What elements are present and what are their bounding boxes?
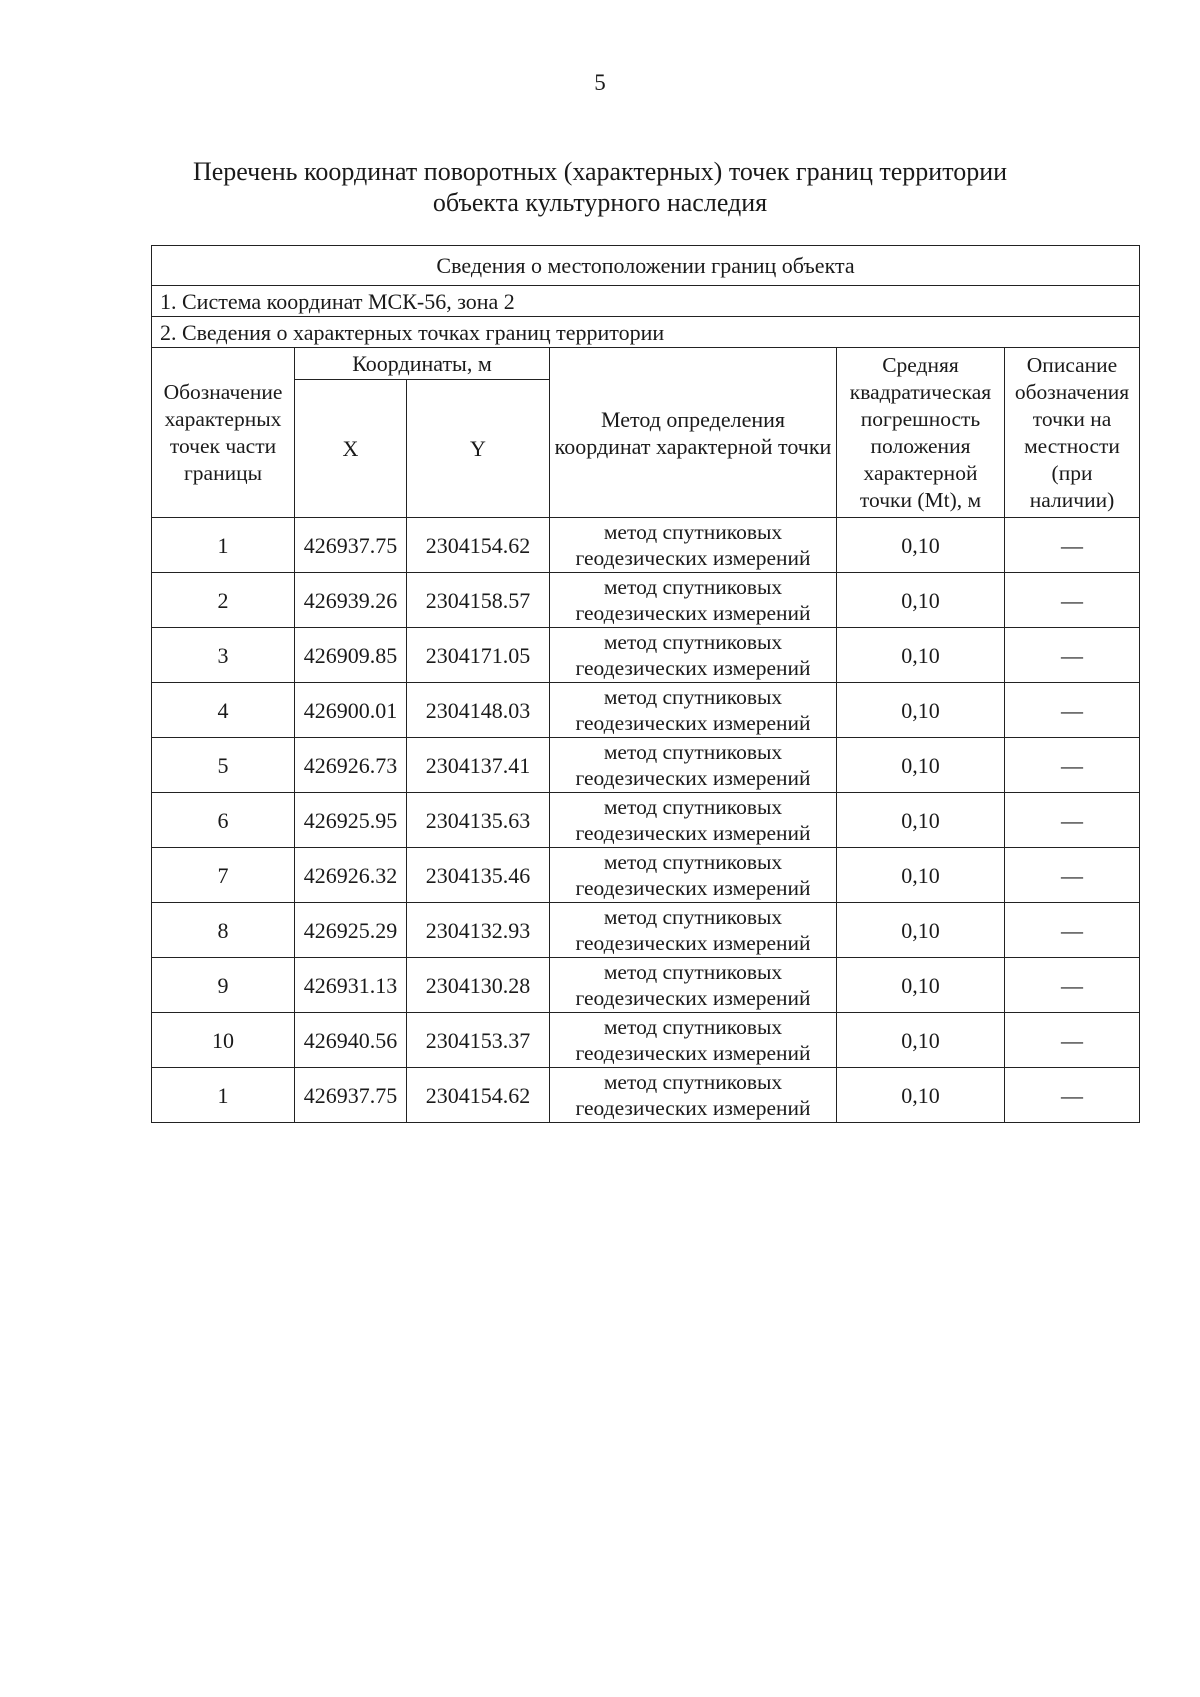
cell-y: 2304154.62 bbox=[407, 1068, 550, 1123]
cell-point: 1 bbox=[152, 1068, 295, 1123]
cell-description: — bbox=[1005, 1013, 1140, 1068]
table-banner: Сведения о местоположении границ объекта bbox=[152, 246, 1140, 286]
cell-point: 1 bbox=[152, 518, 295, 573]
cell-description: — bbox=[1005, 1068, 1140, 1123]
cell-point: 10 bbox=[152, 1013, 295, 1068]
table-row bbox=[152, 1068, 1140, 1123]
cell-error: 0,10 bbox=[837, 573, 1005, 628]
cell-point: 6 bbox=[152, 793, 295, 848]
cell-error: 0,10 bbox=[837, 1013, 1005, 1068]
table-row bbox=[152, 793, 1140, 848]
cell-description: — bbox=[1005, 628, 1140, 683]
cell-error: 0,10 bbox=[837, 848, 1005, 903]
cell-description: — bbox=[1005, 958, 1140, 1013]
header-coordinates: Координаты, м bbox=[295, 348, 550, 380]
header-x: X bbox=[295, 380, 407, 518]
cell-error: 0,10 bbox=[837, 1068, 1005, 1123]
cell-x: 426937.75 bbox=[295, 518, 407, 573]
header-error: Средняя квадратическая погрешность положения характерной точки (Mt), м bbox=[837, 348, 1005, 518]
cell-y: 2304130.28 bbox=[407, 958, 550, 1013]
cell-x: 426926.32 bbox=[295, 848, 407, 903]
cell-point: 2 bbox=[152, 573, 295, 628]
header-description: Описание обозначения точки на местности (при наличии) bbox=[1005, 348, 1140, 518]
cell-method: метод спутниковых геодезических измерений bbox=[550, 573, 837, 628]
cell-method: метод спутниковых геодезических измерений bbox=[550, 683, 837, 738]
cell-x: 426931.13 bbox=[295, 958, 407, 1013]
cell-description: — bbox=[1005, 738, 1140, 793]
table-row bbox=[152, 738, 1140, 793]
header-method: Метод определения координат характерной точки bbox=[550, 348, 837, 518]
cell-method: метод спутниковых геодезических измерений bbox=[550, 793, 837, 848]
coordinate-system-line: 1. Система координат МСК-56, зона 2 bbox=[152, 286, 1140, 317]
cell-method: метод спутниковых геодезических измерений bbox=[550, 958, 837, 1013]
cell-method: метод спутниковых геодезических измерений bbox=[550, 848, 837, 903]
cell-y: 2304153.37 bbox=[407, 1013, 550, 1068]
cell-point: 9 bbox=[152, 958, 295, 1013]
title-line-2: объекта культурного наследия bbox=[432, 188, 768, 217]
title-line-1: Перечень координат поворотных (характерных) точек границ территории bbox=[192, 157, 1008, 186]
cell-x: 426900.01 bbox=[295, 683, 407, 738]
table-row bbox=[152, 518, 1140, 573]
cell-point: 3 bbox=[152, 628, 295, 683]
cell-description: — bbox=[1005, 848, 1140, 903]
cell-y: 2304171.05 bbox=[407, 628, 550, 683]
table-row bbox=[152, 958, 1140, 1013]
cell-x: 426939.26 bbox=[295, 573, 407, 628]
header-y: Y bbox=[407, 380, 550, 518]
cell-y: 2304137.41 bbox=[407, 738, 550, 793]
cell-x: 426940.56 bbox=[295, 1013, 407, 1068]
cell-x: 426937.75 bbox=[295, 1068, 407, 1123]
cell-y: 2304154.62 bbox=[407, 518, 550, 573]
cell-error: 0,10 bbox=[837, 683, 1005, 738]
table-row bbox=[152, 1013, 1140, 1068]
cell-x: 426925.95 bbox=[295, 793, 407, 848]
cell-method: метод спутниковых геодезических измерений bbox=[550, 1013, 837, 1068]
cell-y: 2304132.93 bbox=[407, 903, 550, 958]
cell-method: метод спутниковых геодезических измерений bbox=[550, 628, 837, 683]
page-number: 5 bbox=[594, 70, 606, 95]
cell-description: — bbox=[1005, 683, 1140, 738]
table-row bbox=[152, 573, 1140, 628]
cell-method: метод спутниковых геодезических измерений bbox=[550, 738, 837, 793]
cell-y: 2304135.63 bbox=[407, 793, 550, 848]
cell-error: 0,10 bbox=[837, 628, 1005, 683]
cell-description: — bbox=[1005, 518, 1140, 573]
table-row bbox=[152, 848, 1140, 903]
header-designation: Обозначение характерных точек части границы bbox=[152, 348, 295, 518]
table-row bbox=[152, 683, 1140, 738]
cell-description: — bbox=[1005, 903, 1140, 958]
cell-method: метод спутниковых геодезических измерений bbox=[550, 1068, 837, 1123]
cell-y: 2304158.57 bbox=[407, 573, 550, 628]
cell-x: 426909.85 bbox=[295, 628, 407, 683]
table-row bbox=[152, 628, 1140, 683]
cell-description: — bbox=[1005, 793, 1140, 848]
points-info-line: 2. Сведения о характерных точках границ территории bbox=[152, 317, 1140, 348]
cell-error: 0,10 bbox=[837, 903, 1005, 958]
coordinates-table bbox=[151, 245, 1140, 1123]
cell-error: 0,10 bbox=[837, 958, 1005, 1013]
table-row bbox=[152, 903, 1140, 958]
cell-method: метод спутниковых геодезических измерений bbox=[550, 518, 837, 573]
cell-description: — bbox=[1005, 573, 1140, 628]
cell-error: 0,10 bbox=[837, 738, 1005, 793]
cell-x: 426925.29 bbox=[295, 903, 407, 958]
cell-method: метод спутниковых геодезических измерений bbox=[550, 903, 837, 958]
cell-y: 2304148.03 bbox=[407, 683, 550, 738]
cell-point: 4 bbox=[152, 683, 295, 738]
cell-x: 426926.73 bbox=[295, 738, 407, 793]
cell-point: 8 bbox=[152, 903, 295, 958]
cell-error: 0,10 bbox=[837, 518, 1005, 573]
cell-point: 7 bbox=[152, 848, 295, 903]
cell-y: 2304135.46 bbox=[407, 848, 550, 903]
document-title bbox=[150, 156, 1050, 218]
cell-point: 5 bbox=[152, 738, 295, 793]
cell-error: 0,10 bbox=[837, 793, 1005, 848]
